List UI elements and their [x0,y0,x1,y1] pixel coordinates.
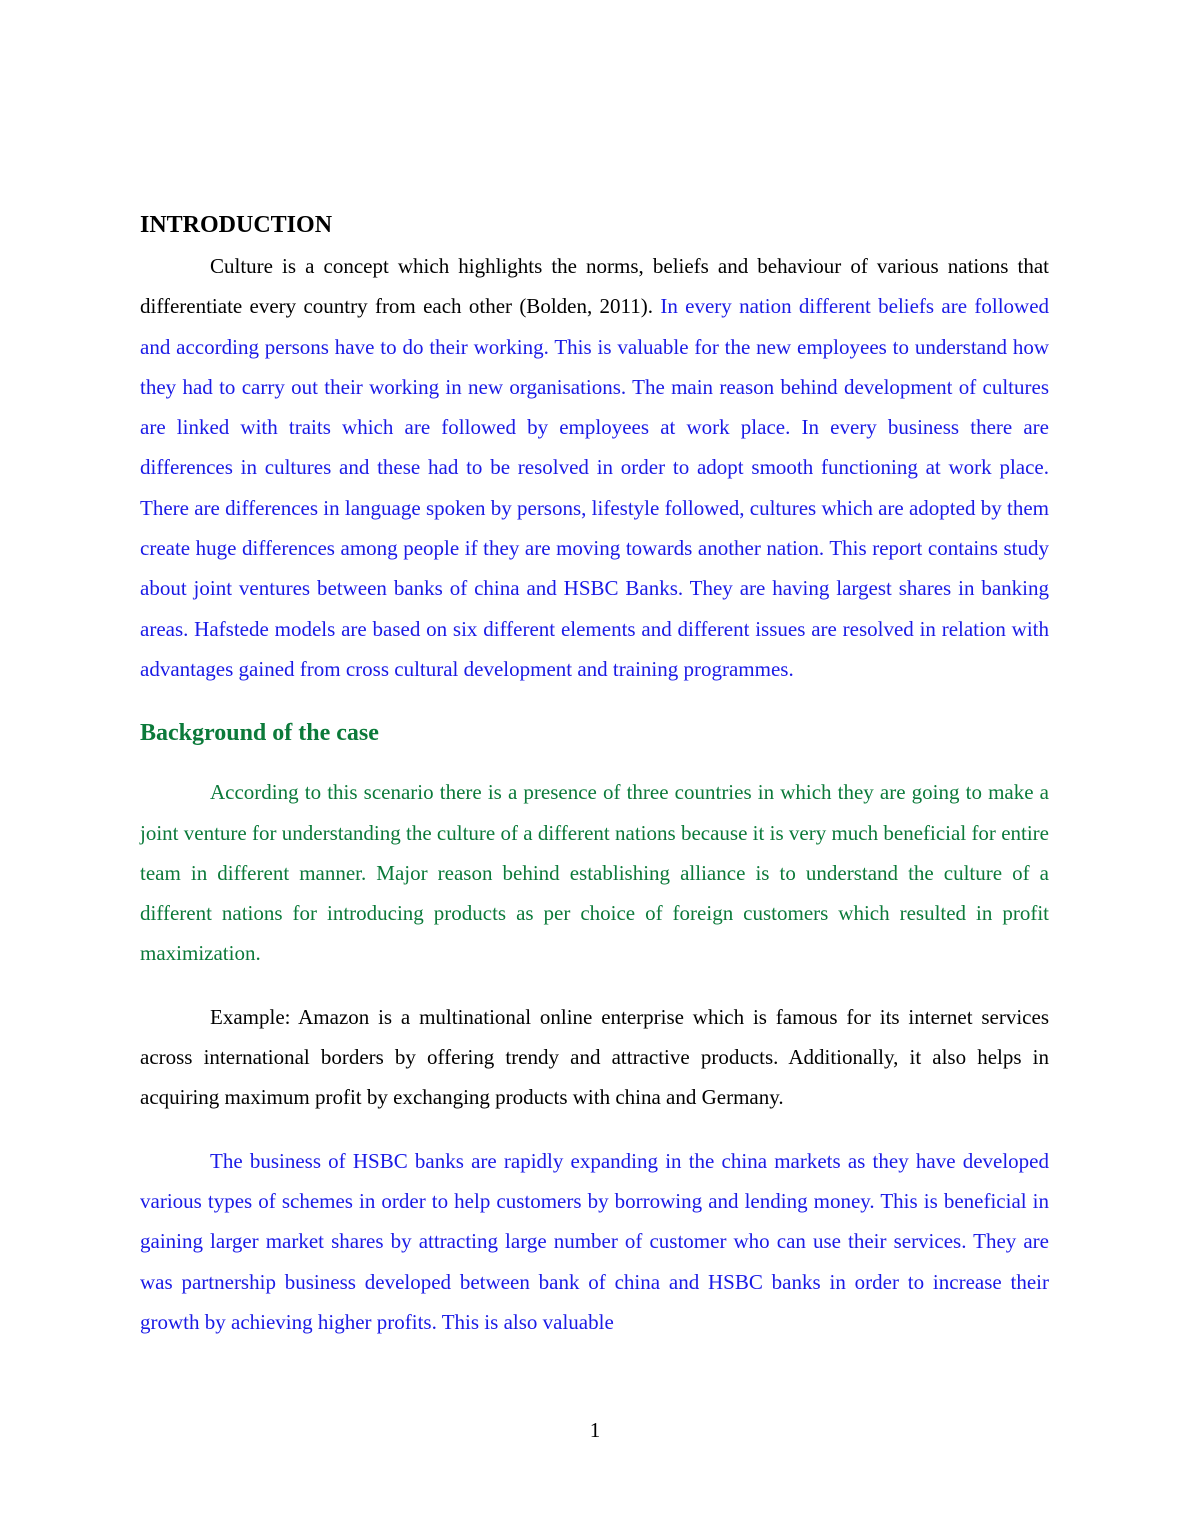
background-paragraph: According to this scenario there is a presence of three countries in which they are going to make a joint venture for understanding the culture of a different nations because it is very much beneficial for entire team in different manner. Major reason behind establishing alliance is to understand the culture of a different nations for introducing products as per choice of foreign customers which resulted in profit maximization. [140,780,1049,966]
example-paragraph: Example: Amazon is a multinational online enterprise which is famous for its internet services across international borders by offering trendy and attractive products. Additionally, it also helps in acquiring maximum profit by exchanging products with china and Germany. [140,1004,1049,1110]
intro-text-black: Culture is a concept which highlights the norms, beliefs and behaviour of various nations that differentiate every country from each other (Bolden, 2011). [140,254,1049,319]
heading-background: Background of the case [140,720,379,747]
page-content [140,208,1049,1342]
hsbc-paragraph: The business of HSBC banks are rapidly expanding in the china markets as they have developed various types of schemes in order to help customers by borrowing and lending money. This is beneficial in gaining larger market shares by attracting large number of customer who can use their services. They are was partnership business developed between bank of china and HSBC banks in order to increase their growth by achieving higher profits. This is also valuable [140,1148,1049,1334]
intro-paragraph [140,246,1049,689]
intro-text-blue: In every nation different beliefs are followed and according persons have to do their working. This is valuable for the new employees to understand how they had to carry out their working in new organisations. The main reason behind development of cultures are linked with traits which are followed by employees at work place. In every business there are differences in cultures and these had to be resolved in order to adopt smooth functioning at work place. There are differences in language spoken by persons, lifestyle followed, cultures which are adopted by them create huge differences among people if they are moving towards another nation. This report contains study about joint ventures between banks of china and HSBC Banks. They are having largest shares in banking areas. Hafstede models are based on six different elements and different issues are resolved in relation with advantages gained from cross cultural development and training programmes. [140,294,1050,681]
page-number: 1 [589,1418,601,1442]
heading-introduction: INTRODUCTION [140,212,333,238]
